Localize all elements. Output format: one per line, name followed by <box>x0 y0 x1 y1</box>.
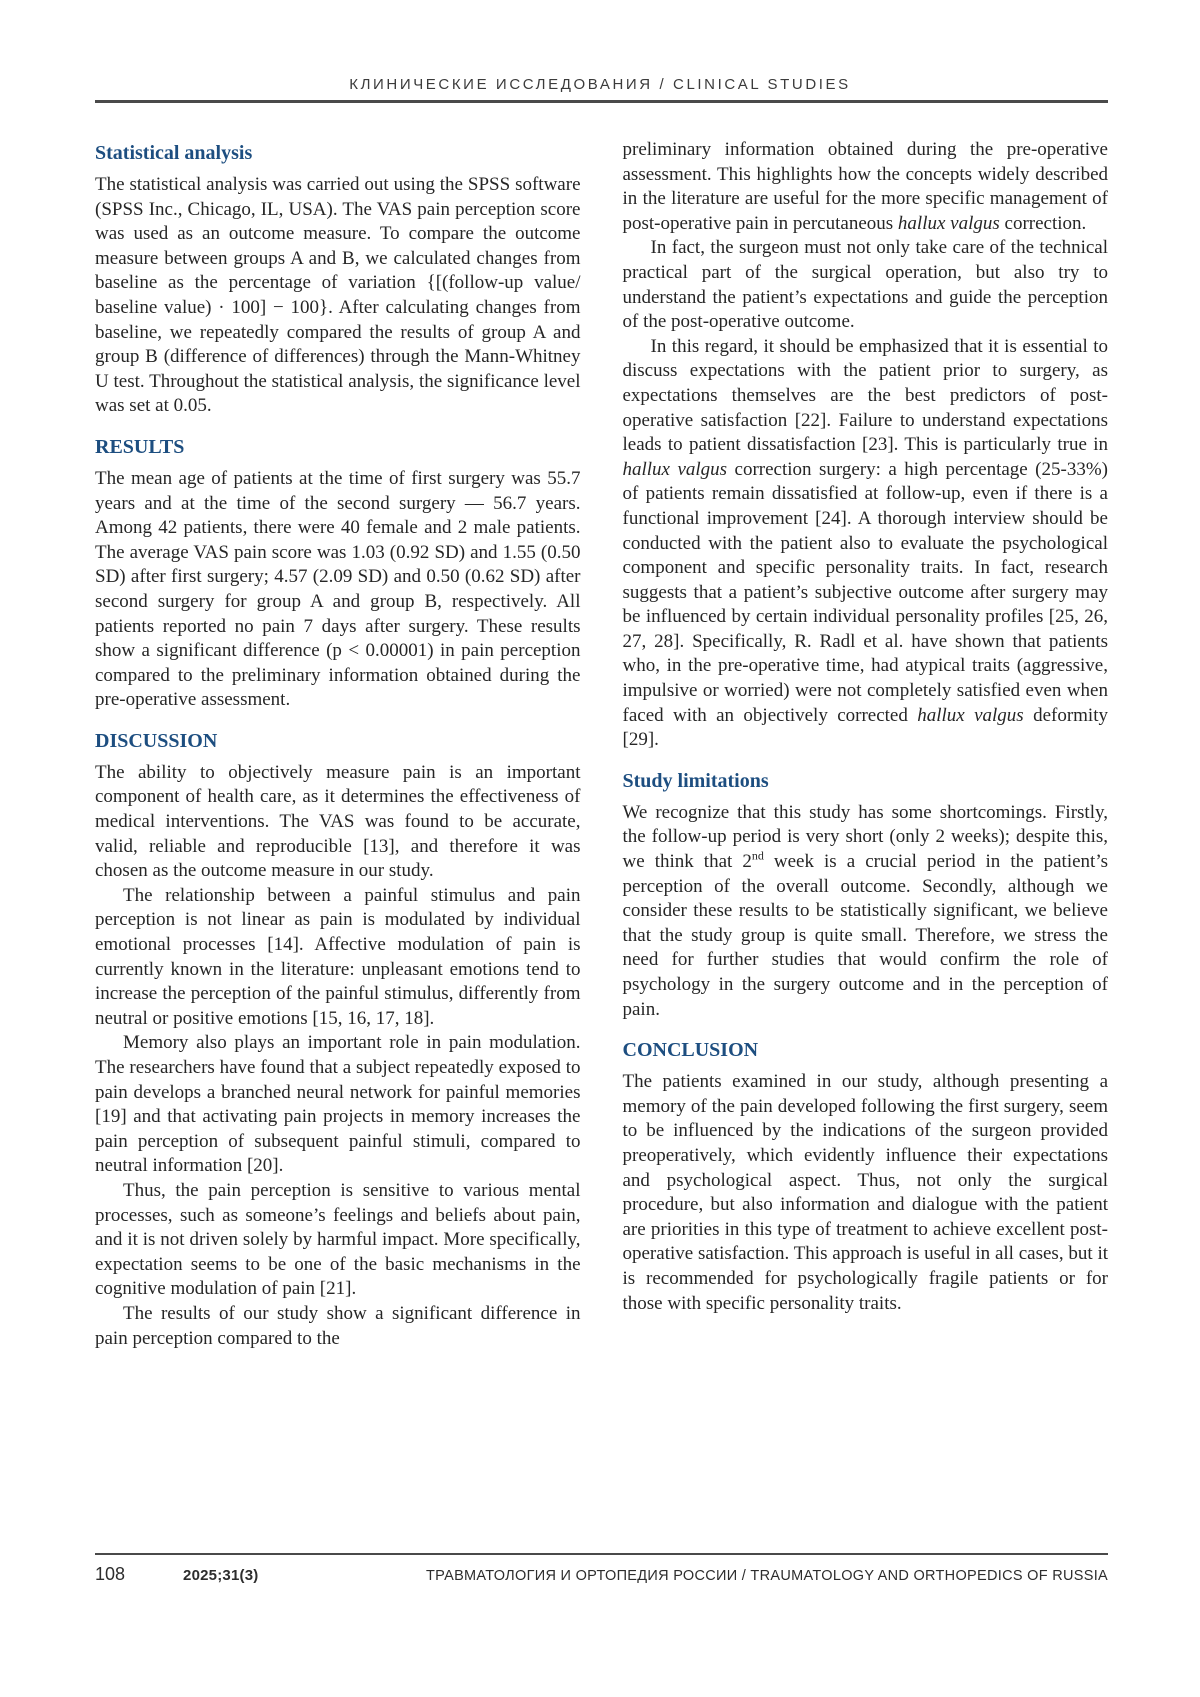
left-column <box>95 138 581 1351</box>
footer <box>95 1564 1108 1585</box>
paragraph: The relationship between a painful stimulus and pain perception is not linear as pain is modulated by individual emotional processes [14]. Affective modulation of pain is currently known in the literature: unpleasant emotions tend to increase the perception of the painful stimulus, differently from neutral or positive emotions [15, 16, 17, 18]. <box>95 884 581 1029</box>
issue-label: 2025;31(3) <box>183 1567 259 1584</box>
paragraph: In this regard, it should be emphasized that it is essential to discuss expectations with the patient prior to surgery, as expectations themselves are the best predictors of post-operative satisfaction [22]. Failure to understand expectations leads to patient dissatisfaction [23]. This is particularly true in hallux valgus correction surgery: a high percentage (25-33%) of patients remain dissatisfied at follow-up, even if there is a functional improvement [24]. A thorough interview should be conducted with the patient also to evaluate the psychological component and specific personality traits. In fact, research suggests that a patient’s subjective outcome after surgery may be influenced by certain individual personality profiles [25, 26, 27, 28]. Specifically, R. Radl et al. have shown that patients who, in the pre-operative time, had atypical traits (aggressive, impulsive or worried) were not completely satisfied even when faced with an objectively corrected hallux valgus deformity [29]. <box>622 335 1108 751</box>
section-heading-statistical-analysis: Statistical analysis <box>95 142 253 164</box>
running-head: КЛИНИЧЕСКИЕ ИССЛЕДОВАНИЯ / CLINICAL STUDIES <box>349 76 851 93</box>
section-heading-results: RESULTS <box>95 435 185 458</box>
footer-rule <box>95 1553 1108 1555</box>
section-heading-study-limitations: Study limitations <box>622 769 769 792</box>
journal-title: ТРАВМАТОЛОГИЯ И ОРТОПЕДИЯ РОССИИ / TRAUMATOLOGY AND ORTHOPEDICS OF RUSSIA <box>425 1568 1108 1584</box>
paragraph: In fact, the surgeon must not only take care of the technical practical part of the surgical operation, but also try to understand the patient’s expectations and guide the perception of the post-operative outcome. <box>622 237 1108 333</box>
paragraph: The mean age of patients at the time of first surgery was 55.7 years and at the time of the second surgery — 56.7 years. Among 42 patients, there were 40 female and 2 male patients. The average VAS pain score was 1.03 (0.92 SD) and 1.55 (0.50 SD) after first surgery; 4.57 (2.09 SD) and 0.50 (0.62 SD) after second surgery for group A and group B, respectively. All patients reported no pain 7 days after surgery. These results show a significant difference (p < 0.00001) in pain perception compared to the preliminary information obtained during the pre-operative assessment. <box>95 467 581 711</box>
two-column-body <box>95 138 1108 1351</box>
paragraph: preliminary information obtained during the pre-operative assessment. This highlights how the concepts widely described in the literature are useful for the more specific management of post-operative pain in percutaneous hallux valgus correction. <box>622 139 1108 234</box>
header-rule <box>95 100 1108 103</box>
paragraph: We recognize that this study has some shortcomings. Firstly, the follow-up period is very short (only 2 weeks); despite this, we think that 2nd week is a crucial period in the patient’s perception of the overall outcome. Secondly, although we consider these results to be statistically significant, we believe that the study group is quite small. Therefore, we stress the need for further studies that would confirm the role of psychology in the surgery outcome and in the perception of pain. <box>622 801 1108 1020</box>
paragraph: The results of our study show a significant difference in pain perception compared to the <box>95 1302 581 1349</box>
paragraph: Thus, the pain perception is sensitive to various mental processes, such as someone’s feelings and beliefs about pain, and it is not driven solely by harmful impact. More specifically, expectation seems to be one of the basic mechanisms in the cognitive modulation of pain [21]. <box>95 1179 581 1300</box>
paragraph: Memory also plays an important role in pain modulation. The researchers have found that a subject repeatedly exposed to pain develops a branched neural network for painful memories [19] and that activating pain projects in memory increases the pain perception of subsequent painful stimuli, compared to neutral information [20]. <box>95 1032 581 1177</box>
paragraph: The patients examined in our study, although presenting a memory of the pain developed following the first surgery, seem to be influenced by the indications of the surgeon provided preoperatively, which evidently influence their expectations and psychological aspect. Thus, not only the surgical procedure, but also information and dialogue with the patient are priorities in this type of treatment to achieve excellent post-operative satisfaction. This approach is useful in all cases, but it is recommended for psychologically fragile patients or for those with specific personality traits. <box>622 1071 1108 1314</box>
right-column <box>623 138 1109 1351</box>
section-heading-conclusion: CONCLUSION <box>622 1039 759 1062</box>
page-number: 108 <box>95 1564 126 1584</box>
paragraph: The ability to objectively measure pain is an important component of health care, as it determines the effectiveness of medical interventions. The VAS was found to be accurate, valid, reliable and reproducible [13], and therefore it was chosen as the outcome measure in our study. <box>95 761 581 882</box>
paragraph: The statistical analysis was carried out using the SPSS software (SPSS Inc., Chicago, IL, USA). The VAS pain perception score was used as an outcome measure. To compare the outcome measure between groups A and B, we calculated changes from baseline as the percentage of variation {[(follow-up value/ baseline value) · 100] − 100}. After calculating changes from baseline, we repeatedly compared the results of group A and group B (difference of differences) through the Mann-Whitney U test. Throughout the statistical analysis, the significance level was set at 0.05. <box>95 174 581 417</box>
section-heading-discussion: DISCUSSION <box>95 729 218 752</box>
